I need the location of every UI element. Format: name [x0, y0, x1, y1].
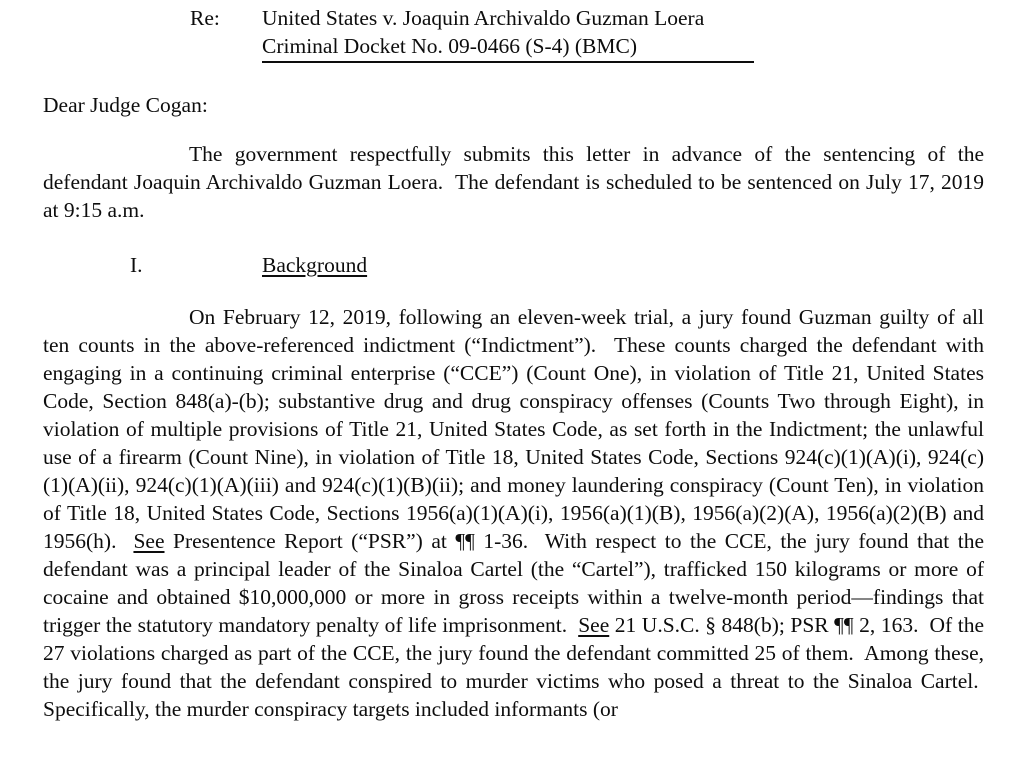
salutation: Dear Judge Cogan: [43, 93, 208, 117]
section-heading [130, 251, 984, 279]
docket-number: Criminal Docket No. 09-0466 (S-4) (BMC) [262, 32, 754, 63]
background-paragraph [43, 303, 990, 723]
re-label: Re: [190, 6, 220, 30]
paragraph-text-segment: On February 12, 2019, following an eleven-week trial, a jury found Guzman guilty of all ten counts in the above-referenced indictment (“Indictment”). These counts charged the defendant with engaging in a continuing criminal enterprise (“CCE”) (Count One), in violation of Title 21, United States Code, Section 848(a)-(b); substantive drug and drug conspiracy offenses (Counts Two through Eight), in violation of multiple provisions of Title 21, United States Code, as set forth in the Indictment; the unlawful use of a firearm (Count Nine), in violation of Title 18, United States Code, Sections 924(c)(1)(A)(i), 924(c)(1)(A)(ii), 924(c)(1)(A)(iii) and 924(c)(1)(B)(ii); and money laundering conspiracy (Count Ten), in violation of Title 18, United States Code, Sections 1956(a)(1)(A)(i), 1956(a)(1)(B), 1956(a)(2)(A), 1956(a)(2)(B) and 1956(h). [43, 305, 990, 553]
paragraph-text-segment: Presentence Report (“PSR”) at ¶¶ 1-36. With respect to the CCE, the jury found that the defendant was a principal leader of the Sinaloa Cartel (the “Cartel”), trafficked 150 kilograms or more of cocaine and obtained $10,000,000 or more in gross receipts within a twelve-month period—findings that trigger the statutory mandatory penalty of life imprisonment. [43, 529, 990, 637]
section-title: Background [262, 253, 368, 277]
docket-line [262, 32, 984, 63]
re-content [262, 4, 984, 63]
re-block [190, 4, 984, 63]
underlined-citation-signal: See [133, 529, 165, 553]
underlined-citation-signal: See [578, 613, 610, 637]
intro-paragraph: The government respectfully submits this letter in advance of the sentencing of the defendant Joaquin Archivaldo Guzman Loera. The defendant is scheduled to be sentenced on July 17, 2019 at 9:15 a.m. [43, 142, 990, 222]
case-name: United States v. Joaquin Archivaldo Guzman Loera [262, 6, 705, 30]
section-number: I. [130, 253, 143, 277]
paragraph-text-segment: 21 U.S.C. § 848(b); PSR ¶¶ 2, 163. Of the 27 violations charged as part of the CCE, the jury found the defendant committed 25 of them. Among these, the jury found that the defendant conspired to murder victims who posed a threat to the Sinaloa Cartel. Specifically, the murder conspiracy targets included informants (or [43, 613, 990, 721]
